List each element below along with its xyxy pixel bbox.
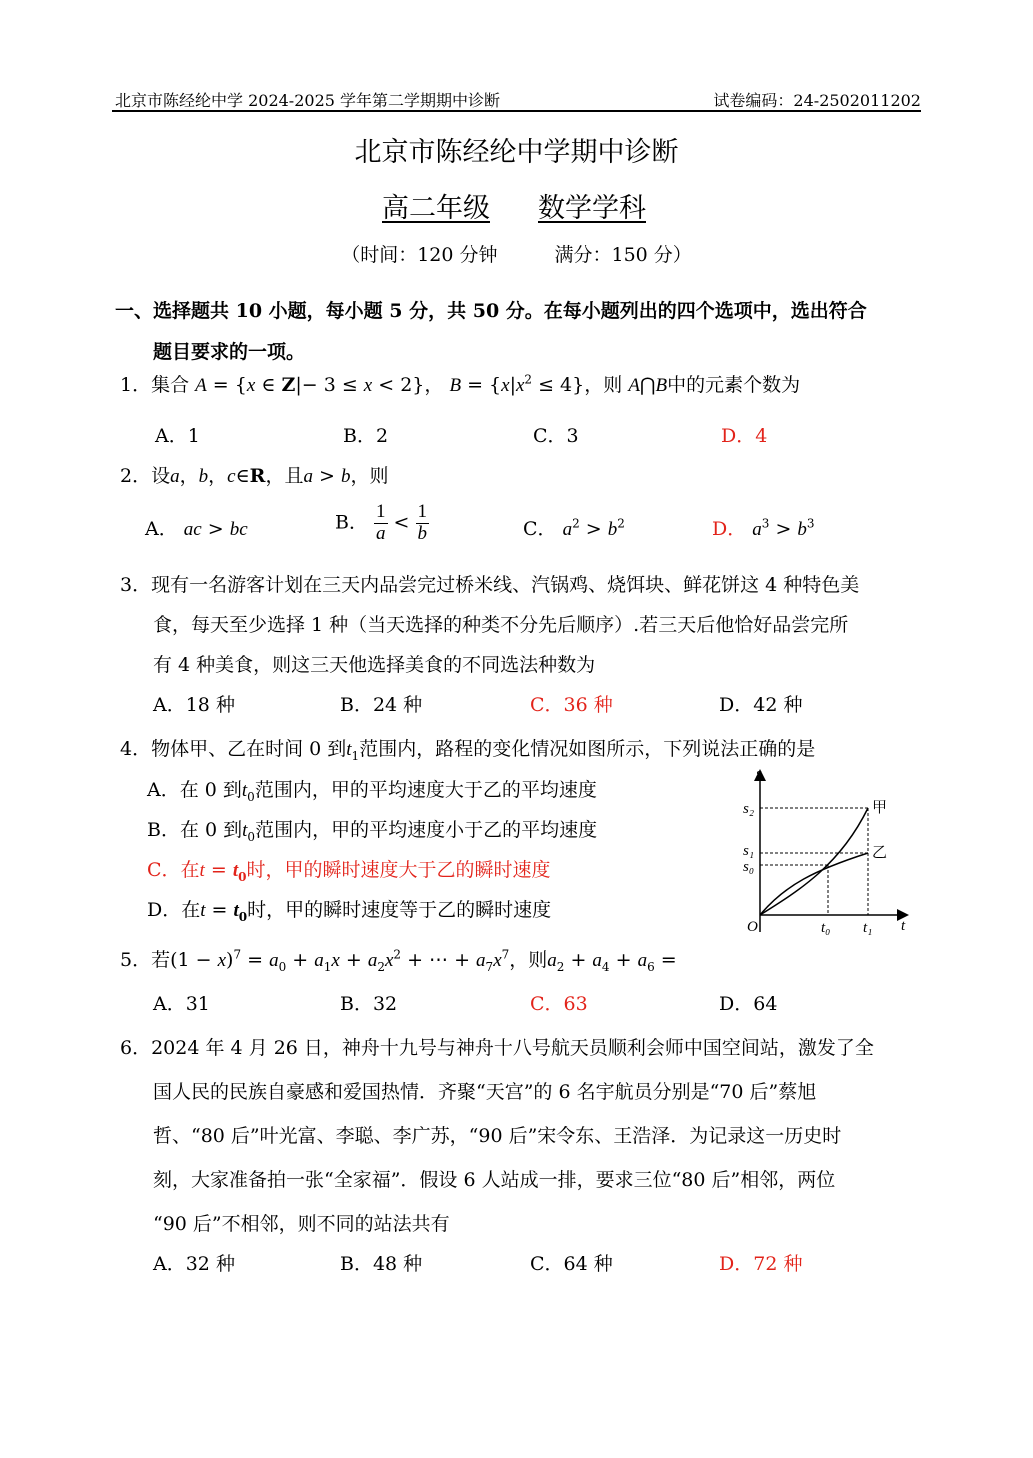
- question-3-line1: 3．现有一名游客计划在三天内品尝完过桥米线、汽锅鸡、烧饵块、鲜花饼这 4 种特色美: [120, 574, 860, 596]
- q2-option-d: D． $a^3 > b^3$: [712, 516, 815, 540]
- q1-option-a: A．1: [155, 425, 200, 447]
- q3-option-d: D．42 种: [719, 694, 803, 716]
- q3-option-b: B．24 种: [340, 694, 423, 716]
- q4-option-a: A．在 0 到$t_0$范围内，甲的平均速度大于乙的平均速度: [147, 779, 597, 804]
- q2-option-c: C． $a^2 > b^2$: [523, 516, 625, 540]
- question-1: 1．集合 A = {x ∈ Z|− 3 ≤ x < 2}， $B = \{x|x^2 \le 4\}$，则 A⋂B中的元素个数为: [120, 372, 801, 396]
- q3-option-c: C．36 种: [530, 694, 613, 716]
- q5-option-a: A．31: [153, 993, 210, 1015]
- header-right: 试卷编码：24-2502011202: [713, 91, 921, 110]
- page-title: 北京市陈经纶中学期中诊断: [354, 137, 679, 168]
- header-left: 北京市陈经纶中学 2024-2025 学年第二学期期中诊断: [115, 91, 501, 110]
- time-info: （时间：120 分钟 满分：150 分）: [341, 244, 692, 266]
- label-t: t: [901, 918, 906, 934]
- header-rule: [112, 110, 921, 112]
- label-t0: t₀: [821, 920, 831, 936]
- q1-option-d: D．4: [721, 425, 768, 447]
- q1-option-b: B．2: [343, 425, 389, 447]
- q1-option-c: C．3: [533, 425, 579, 447]
- q4-option-d: D．在$t = t_0$时，甲的瞬时速度等于乙的瞬时速度: [147, 899, 552, 924]
- question-5: 5．若$(1 - x)^7 = a_0 + a_1x + a_2x^2$ + ⋯ + $a_7x^7$，则$a_2 + a_4 + a_6$ =: [120, 947, 677, 974]
- q4-option-b: B．在 0 到$t_0$范围内，甲的平均速度小于乙的平均速度: [147, 819, 598, 844]
- question-3-line3: 有 4 种美食，则这三天他选择美食的不同选法种数为: [153, 654, 596, 676]
- question-6-line2: 国人民的民族自豪感和爱国热情．齐聚“天宫”的 6 名宇航员分别是“70 后”蔡旭: [153, 1081, 817, 1103]
- q2-option-b: B． $\frac{1}{a}$ < $\frac{1}{b}$: [335, 501, 428, 544]
- q5-option-d: D．64: [719, 993, 778, 1015]
- label-yi: 乙: [872, 843, 888, 861]
- question-6-line1: 6．2024 年 4 月 26 日，神舟十九号与神舟十八号航天员顺利会师中国空间站，激发了全: [120, 1037, 874, 1059]
- q5-option-c: C．63: [530, 993, 588, 1015]
- label-s: s: [756, 766, 762, 782]
- label-jia: 甲: [872, 798, 888, 816]
- q6-option-c: C．64 种: [530, 1253, 613, 1275]
- q3-option-a: A．18 种: [153, 694, 235, 716]
- label-origin: O: [747, 919, 758, 935]
- label-s0: s₀: [743, 859, 755, 875]
- question-3-line2: 食，每天至少选择 1 种（当天选择的种类不分先后顺序）.若三天后他恰好品尝完所: [153, 614, 849, 636]
- subtitle-subject: 数学学科: [538, 193, 646, 224]
- distance-time-graph: [730, 760, 920, 940]
- q5-option-b: B．32: [340, 993, 398, 1015]
- curve-yi: [760, 853, 868, 915]
- q6-option-a: A．32 种: [153, 1253, 235, 1275]
- q6-option-d: D．72 种: [719, 1253, 803, 1275]
- subtitle-grade: 高二年级: [382, 193, 490, 224]
- question-6-line4: 刻，大家准备拍一张“全家福”．假设 6 人站成一排，要求三位“80 后”相邻，两位: [153, 1169, 836, 1191]
- question-4: 4．物体甲、乙在时间 0 到$t_1$范围内，路程的变化情况如图所示，下列说法正确的是: [120, 738, 816, 763]
- question-6-line3: 哲、“80 后”叶光富、李聪、李广苏，“90 后”宋令东、王浩泽．为记录这一历史时: [153, 1125, 842, 1147]
- section-heading-line2: 题目要求的一项。: [153, 341, 306, 363]
- label-s2: s₂: [743, 801, 755, 817]
- question-6-line5: “90 后”不相邻，则不同的站法共有: [153, 1213, 450, 1235]
- q6-option-b: B．48 种: [340, 1253, 423, 1275]
- label-s1: s₁: [743, 843, 755, 859]
- label-t1: t₁: [863, 920, 873, 936]
- question-2: 2．设a，b，c∈R，且a > b，则: [120, 465, 389, 487]
- section-heading-line1: 一、选择题共 10 小题，每小题 5 分，共 50 分。在每小题列出的四个选项中，选出符合: [115, 300, 867, 322]
- q4-option-c: C．在$t = t_0$时，甲的瞬时速度大于乙的瞬时速度: [147, 859, 551, 884]
- q2-option-a: A． ac > bc: [145, 518, 248, 540]
